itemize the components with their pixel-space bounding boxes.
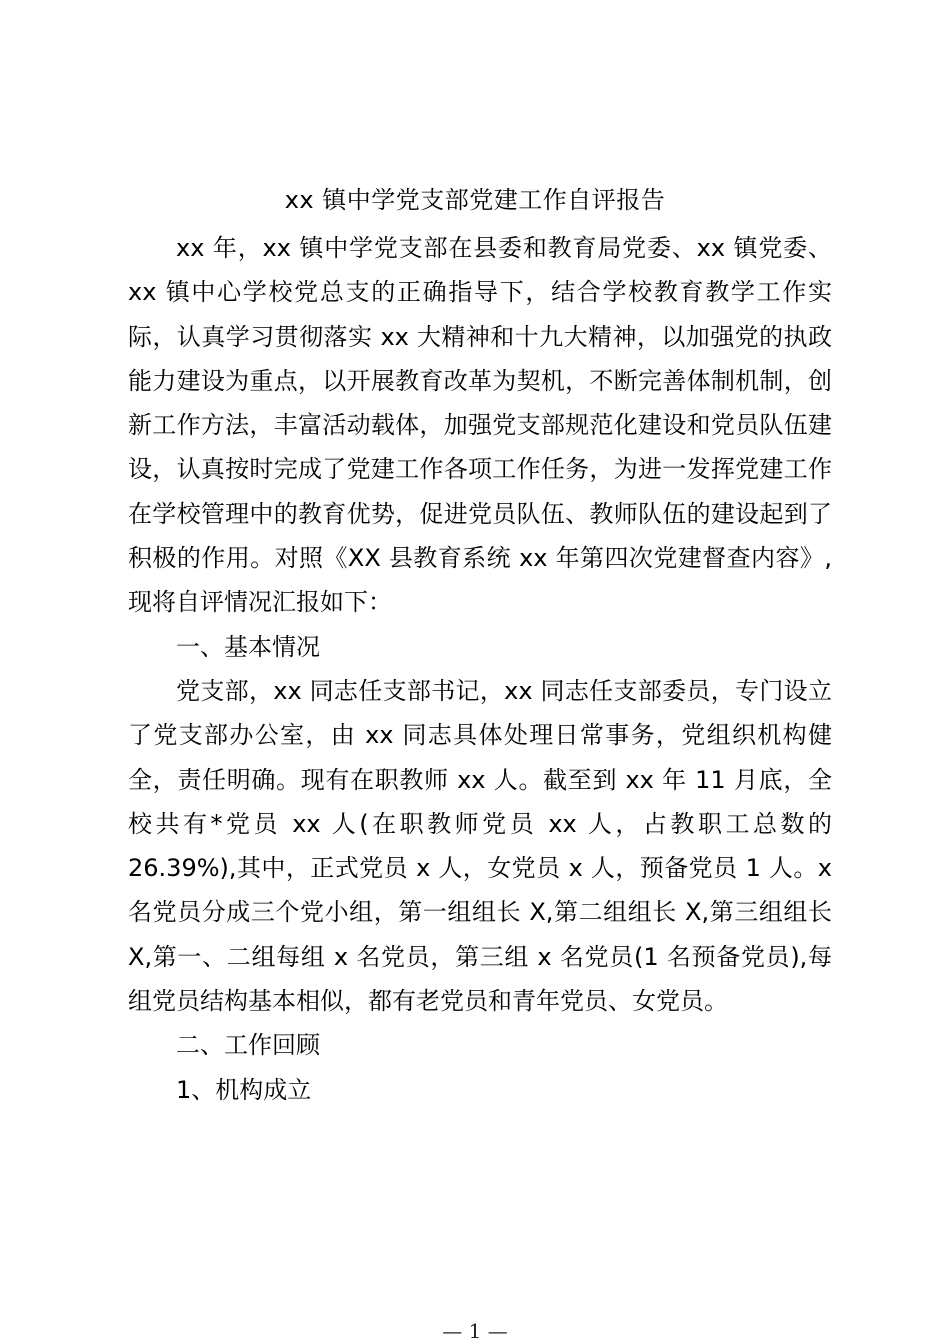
- intro-paragraph: xx 年，xx 镇中学党支部在县委和教育局党委、xx 镇党委、xx 镇中心学校党总支的正确指导下，结合学校教育教学工作实际，认真学习贯彻落实 xx 大精神和十九大精神，以加强党的执政能力建设为重点，以开展教育改革为契机，不断完善体制机制，创新工作方法，丰富活动载体，加强党支部规范化建设和党员队伍建设，认真按时完成了党建工作各项工作任务，为进一发挥党建工作在学校管理中的教育优势，促进党员队伍、教师队伍的建设起到了积极的作用。对照《XX 县教育系统 xx 年第四次党建督查内容》,现将自评情况汇报如下：: [128, 234, 832, 617]
- section-heading-work-review: 二、工作回顾: [176, 1031, 320, 1060]
- document-title: xx 镇中学党支部党建工作自评报告: [284, 186, 666, 214]
- section-heading-basic-info: 一、基本情况: [176, 632, 320, 661]
- document-body: [128, 226, 832, 1112]
- basic-info-paragraph: 党支部，xx 同志任支部书记，xx 同志任支部委员，专门设立了党支部办公室，由 xx 同志具体处理日常事务，党组织机构健全，责任明确。现有在职教师 xx 人。截至到 xx 年 11 月底，全校共有*党员 xx 人(在职教师党员 xx 人，占教职工总数的 26.39%),其中，正式党员 x 人，女党员 x 人，预备党员 1 人。x 名党员分成三个党小组，第一组组长 X,第二组组长 X,第三组组长 X,第一、二组每组 x 名党员，第三组 x 名党员(1 名预备党员),每组党员结构基本相似，都有老党员和青年党员、女党员。: [128, 676, 832, 1016]
- subsection-heading-organization: 1、机构成立: [176, 1075, 312, 1104]
- page-number: — 1 —: [442, 1319, 508, 1343]
